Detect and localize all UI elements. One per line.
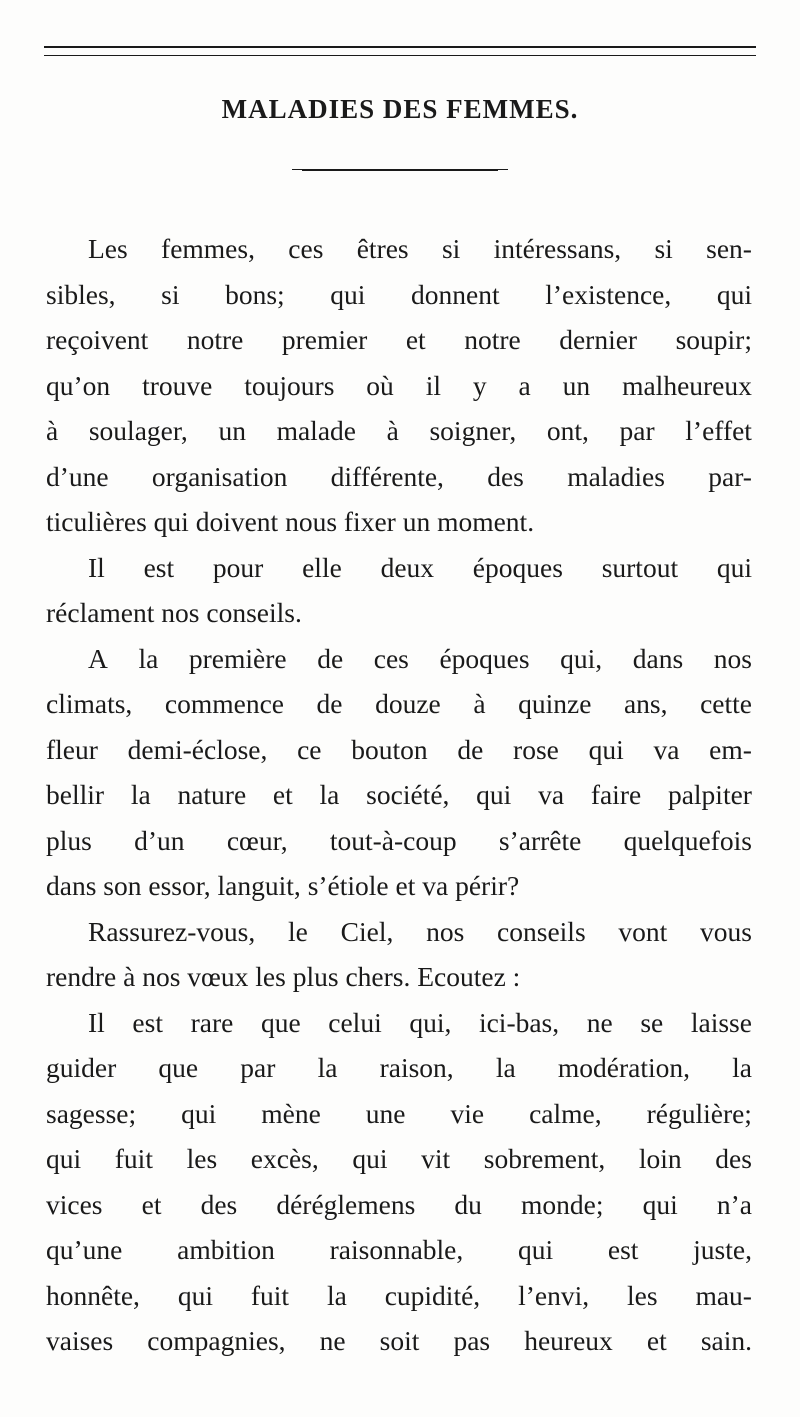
heading-ornament-rule [302, 169, 498, 171]
text-line: sagesse; qui mène une vie calme, régulière; [46, 1097, 752, 1129]
text-line: qu’une ambition raisonnable, qui est juste, [46, 1234, 752, 1265]
top-rule-thin [44, 55, 756, 56]
text-line: guider que par la raison, la modération, la [46, 1052, 752, 1083]
text-line: vices et des déréglemens du monde; qui n’a [46, 1188, 752, 1220]
text-line: qu’on trouve toujours où il y a un malheureux [46, 369, 752, 401]
text-line: plus d’un cœur, tout-à-coup s’arrête quelquefois [46, 824, 752, 856]
text-line: à soulager, un malade à soigner, ont, par l’effet [46, 415, 752, 446]
text-line: Il est pour elle deux époques surtout qui [88, 551, 752, 583]
text-line: réclament nos conseils. [46, 597, 302, 628]
text-line: honnête, qui fuit la cupidité, l’envi, les mau- [46, 1279, 752, 1311]
text-line: A la première de ces époques qui, dans nos [88, 642, 752, 674]
text-line: sibles, si bons; qui donnent l’existence, qui [46, 278, 752, 310]
text-line: vaises compagnies, ne soit pas heureux et sain. [46, 1325, 752, 1356]
text-line: Rassurez-vous, le Ciel, nos conseils vont vous [88, 915, 752, 947]
text-line: reçoivent notre premier et notre dernier soupir; [46, 324, 752, 355]
text-line: fleur demi-éclose, ce bouton de rose qui va em- [46, 733, 752, 765]
body-text [46, 226, 752, 1364]
text-line: d’une organisation différente, des maladies par- [46, 460, 752, 492]
text-line: dans son essor, languit, s’étiole et va périr? [46, 870, 520, 901]
text-line: Il est rare que celui qui, ici-bas, ne se laisse [88, 1006, 752, 1038]
text-line: bellir la nature et la société, qui va faire palpiter [46, 779, 752, 810]
text-line: Les femmes, ces êtres si intéressans, si sen- [88, 233, 752, 264]
top-rule-thick [44, 46, 756, 48]
section-heading: MALADIES DES FEMMES. [221, 94, 579, 124]
text-line: qui fuit les excès, qui vit sobrement, loin des [46, 1143, 752, 1174]
text-line: ticulières qui doivent nous fixer un moment. [46, 506, 535, 537]
text-line: rendre à nos vœux les plus chers. Ecoutez : [46, 961, 521, 992]
text-line: climats, commence de douze à quinze ans, cette [46, 688, 752, 719]
